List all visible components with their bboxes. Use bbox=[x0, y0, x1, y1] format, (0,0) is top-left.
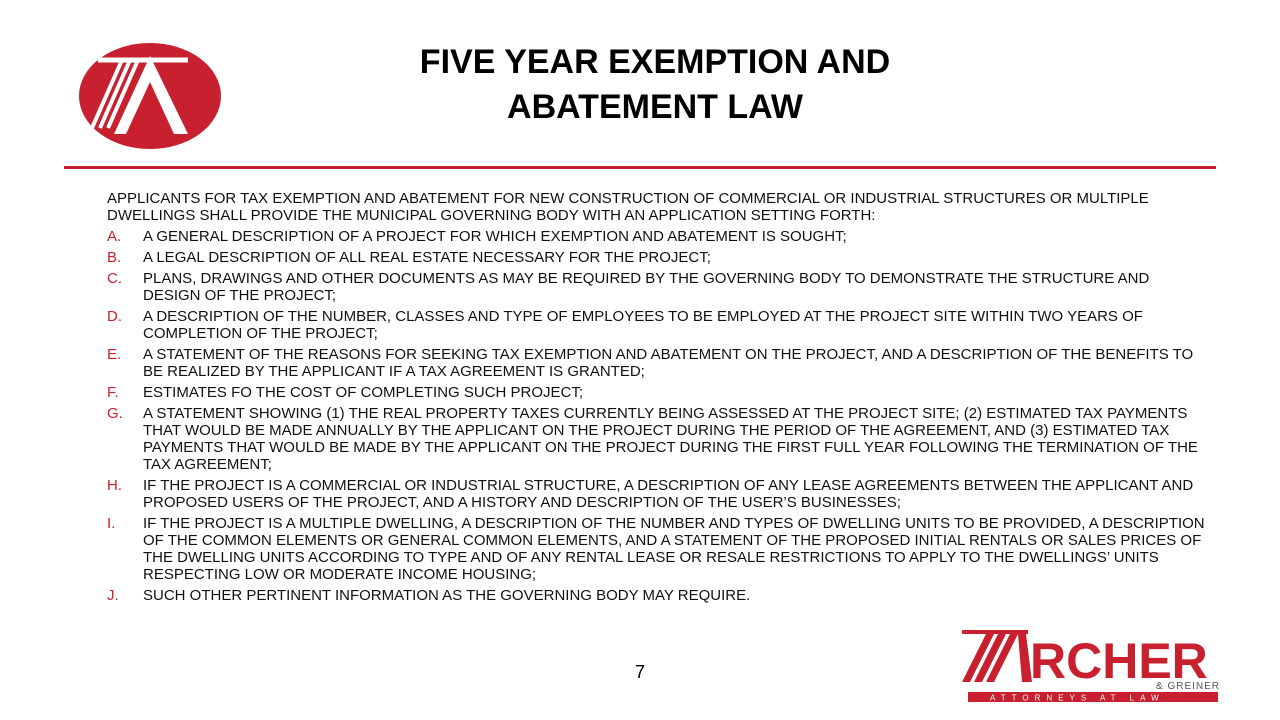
list-item bbox=[107, 384, 1207, 401]
list-marker: E. bbox=[107, 346, 122, 363]
list-item-text: PLANS, DRAWINGS AND OTHER DOCUMENTS AS MAY BE REQUIRED BY THE GOVERNING BODY TO DEMONSTRATE THE STRUCTURE AND DESIGN OF THE PROJECT; bbox=[143, 270, 1150, 304]
list-item-text: A GENERAL DESCRIPTION OF A PROJECT FOR WHICH EXEMPTION AND ABATEMENT IS SOUGHT; bbox=[143, 228, 847, 245]
title-line-2: ABATEMENT LAW bbox=[507, 88, 803, 126]
title-line-1: FIVE YEAR EXEMPTION AND bbox=[419, 43, 891, 81]
list-marker: G. bbox=[107, 405, 123, 422]
list-item-text: A LEGAL DESCRIPTION OF ALL REAL ESTATE NECESSARY FOR THE PROJECT; bbox=[143, 249, 711, 266]
slide-body bbox=[107, 190, 1207, 608]
list-marker: H. bbox=[107, 477, 122, 494]
header-divider bbox=[64, 166, 1216, 169]
requirements-list bbox=[107, 228, 1207, 604]
list-item bbox=[107, 477, 1207, 511]
list-marker: B. bbox=[107, 249, 122, 266]
archer-a-logo-icon bbox=[78, 42, 222, 150]
list-item-text: IF THE PROJECT IS A MULTIPLE DWELLING, A DESCRIPTION OF THE NUMBER AND TYPES OF DWELLING UNITS TO BE PROVIDED, A DESCRIPTION OF THE COMMON ELEMENTS OR GENERAL COMMON ELEMENTS, AND A STATEMENT OF THE PROPOSED INITIAL RENTALS OR SALES PRICES OF THE DWELLING UNITS ACCORDING TO TYPE AND OF ANY RENTAL LEASE OR RESALE RESTRICTIONS TO APPLY TO THE DWELLINGS’ UNITS RESPECTING LOW OR MODERATE INCOME HOUSING; bbox=[143, 515, 1205, 583]
list-marker: A. bbox=[107, 228, 122, 245]
list-item-text: IF THE PROJECT IS A COMMERCIAL OR INDUSTRIAL STRUCTURE, A DESCRIPTION OF ANY LEASE AGREEMENTS BETWEEN THE APPLICANT AND PROPOSED USERS OF THE PROJECT, AND A HISTORY AND DESCRIPTION OF THE USER’S BUSINESSES; bbox=[143, 477, 1194, 511]
archer-wordmark-icon bbox=[960, 630, 1222, 704]
list-item-text: A DESCRIPTION OF THE NUMBER, CLASSES AND TYPE OF EMPLOYEES TO BE EMPLOYED AT THE PROJECT SITE WITHIN TWO YEARS OF COMPLETION OF THE PROJECT; bbox=[143, 308, 1143, 342]
list-item bbox=[107, 346, 1207, 380]
list-item-text: SUCH OTHER PERTINENT INFORMATION AS THE GOVERNING BODY MAY REQUIRE. bbox=[143, 587, 751, 604]
list-marker: F. bbox=[107, 384, 119, 401]
list-item bbox=[107, 270, 1207, 304]
list-item bbox=[107, 308, 1207, 342]
list-item-text: ESTIMATES FO THE COST OF COMPLETING SUCH PROJECT; bbox=[143, 384, 584, 401]
list-item bbox=[107, 228, 1207, 245]
page-number: 7 bbox=[634, 662, 645, 682]
list-item-text: A STATEMENT OF THE REASONS FOR SEEKING TAX EXEMPTION AND ABATEMENT ON THE PROJECT, AND A DESCRIPTION OF THE BENEFITS TO BE REALIZED BY THE APPLICANT IF A TAX AGREEMENT IS GRANTED; bbox=[143, 346, 1194, 380]
list-item bbox=[107, 587, 1207, 604]
list-marker: J. bbox=[107, 587, 119, 604]
list-item bbox=[107, 405, 1207, 473]
list-item-text: A STATEMENT SHOWING (1) THE REAL PROPERTY TAXES CURRENTLY BEING ASSESSED AT THE PROJECT SITE; (2) ESTIMATED TAX PAYMENTS THAT WOULD BE MADE ANNUALLY BY THE APPLICANT ON THE PROJECT DURING THE PERIOD OF THE AGREEMENT, AND (3) ESTIMATED TAX PAYMENTS THAT WOULD BE MADE BY THE APPLICANT ON THE PROJECT DURING THE FIRST FULL YEAR FOLLOWING THE TERMINATION OF THE TAX AGREEMENT; bbox=[143, 405, 1198, 473]
list-marker: I. bbox=[107, 515, 116, 532]
archer-greiner-logo bbox=[960, 630, 1222, 704]
intro-paragraph: APPLICANTS FOR TAX EXEMPTION AND ABATEMENT FOR NEW CONSTRUCTION OF COMMERCIAL OR INDUSTRIAL STRUCTURES OR MULTIPLE DWELLINGS SHALL PROVIDE THE MUNICIPAL GOVERNING BODY WITH AN APPLICATION SETTING FORTH: bbox=[107, 190, 1149, 224]
list-marker: C. bbox=[107, 270, 122, 287]
list-marker: D. bbox=[107, 308, 122, 325]
list-item bbox=[107, 515, 1207, 583]
brand-subtitle: & GREINER bbox=[1156, 681, 1221, 692]
list-item bbox=[107, 249, 1207, 266]
brand-tagline: ATTORNEYS AT LAW bbox=[990, 693, 1165, 703]
slide-title bbox=[340, 40, 970, 130]
brand-name: RCHER bbox=[1030, 633, 1208, 689]
firm-logo bbox=[78, 42, 222, 150]
